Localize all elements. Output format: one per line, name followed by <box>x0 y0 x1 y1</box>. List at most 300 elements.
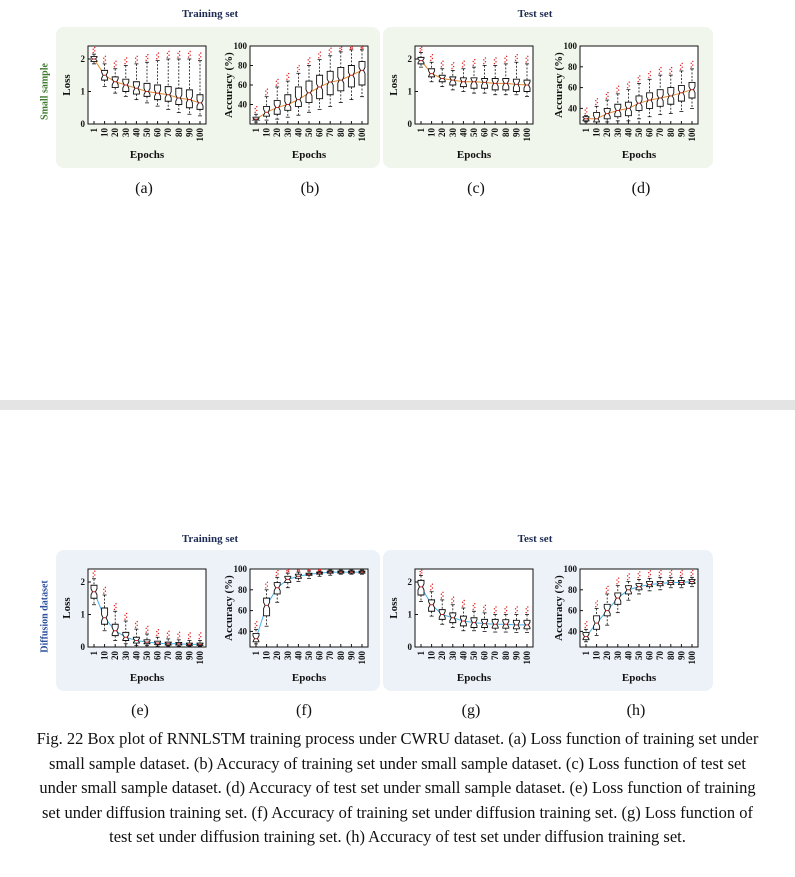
outlier-point <box>135 623 136 624</box>
outlier-point <box>126 617 127 618</box>
outlier-point <box>156 631 157 632</box>
outlier-point <box>680 572 681 573</box>
x-tick-label: 70 <box>325 651 336 660</box>
outlier-point <box>616 583 617 584</box>
outlier-point <box>177 56 178 57</box>
outlier-point <box>495 610 496 611</box>
x-tick-label: 20 <box>437 651 448 660</box>
outlier-point <box>660 71 661 72</box>
subfig-label-a: (a) <box>135 180 153 197</box>
y-tick-label: 60 <box>568 605 577 616</box>
box-body <box>594 113 600 122</box>
box-body <box>264 106 270 116</box>
x-tick-label: 40 <box>131 128 142 137</box>
x-tick-label: 90 <box>184 128 195 137</box>
outlier-point <box>585 627 586 628</box>
outlier-point <box>648 576 649 577</box>
x-tick-label: 40 <box>131 651 142 660</box>
outlier-point <box>309 61 310 62</box>
x-tick-label: 20 <box>110 128 121 137</box>
outlier-point <box>188 53 189 54</box>
outlier-point <box>361 48 362 49</box>
outlier-point <box>137 621 138 622</box>
outlier-point <box>126 613 127 614</box>
y-tick-label: 40 <box>238 99 247 110</box>
outlier-point <box>483 59 484 60</box>
chart-svg-c <box>383 30 543 170</box>
outlier-point <box>432 587 433 588</box>
x-tick-label: 1 <box>251 651 261 656</box>
y-axis-title: Accuracy (%) <box>223 575 235 641</box>
y-tick-label: 80 <box>238 584 247 595</box>
outlier-point <box>526 608 527 609</box>
x-tick-label: 40 <box>458 128 469 137</box>
outlier-point <box>629 81 630 82</box>
outlier-point <box>504 58 505 59</box>
x-tick-label: 50 <box>142 128 152 137</box>
outlier-point <box>618 89 619 90</box>
outlier-point <box>671 71 672 72</box>
outlier-point <box>585 113 586 114</box>
outlier-point <box>671 67 672 68</box>
outlier-point <box>464 61 465 62</box>
box-body <box>429 69 435 77</box>
outlier-point <box>286 79 287 80</box>
y-tick-label: 0 <box>407 119 412 129</box>
box-body <box>647 581 653 586</box>
outlier-point <box>669 73 670 74</box>
outlier-point <box>177 637 178 638</box>
outlier-point <box>692 64 693 65</box>
x-tick-label: 20 <box>437 128 448 137</box>
outlier-point <box>597 98 598 99</box>
box-body <box>285 95 291 111</box>
outlier-point <box>277 79 278 80</box>
outlier-point <box>515 56 516 57</box>
x-tick-label: 60 <box>152 651 163 660</box>
outlier-point <box>442 61 443 62</box>
outlier-point <box>453 600 454 601</box>
outlier-point <box>341 49 342 50</box>
row-label-diffusion-dataset: Diffusion dataset <box>39 580 51 653</box>
x-tick-label: 10 <box>261 128 272 137</box>
y-tick-label: 0 <box>407 642 412 652</box>
outlier-point <box>156 58 157 59</box>
outlier-point <box>188 638 189 639</box>
outlier-point <box>421 47 422 48</box>
outlier-point <box>286 570 287 571</box>
outlier-point <box>650 574 651 575</box>
box-body <box>155 85 161 100</box>
outlier-point <box>669 69 670 70</box>
box-80 <box>338 570 344 574</box>
outlier-point <box>179 55 180 56</box>
outlier-point <box>432 54 433 55</box>
box-body <box>123 632 129 640</box>
x-tick-label: 10 <box>261 651 272 660</box>
outlier-point <box>179 635 180 636</box>
outlier-point <box>329 49 330 50</box>
box-body <box>492 79 498 90</box>
outlier-point <box>200 636 201 637</box>
x-tick-label: 60 <box>314 651 325 660</box>
outlier-point <box>158 633 159 634</box>
outlier-point <box>506 59 507 60</box>
x-tick-label: 10 <box>426 651 437 660</box>
outlier-point <box>432 58 433 59</box>
x-tick-label: 70 <box>163 651 174 660</box>
box-body <box>615 593 621 604</box>
outlier-point <box>105 591 106 592</box>
box-body <box>583 632 589 639</box>
outlier-point <box>669 575 670 576</box>
y-tick-label: 0 <box>80 119 85 129</box>
outlier-point <box>276 84 277 85</box>
x-tick-label: 80 <box>665 128 676 137</box>
outlier-point <box>660 67 661 68</box>
y-tick-label: 0 <box>80 642 85 652</box>
outlier-point <box>168 55 169 56</box>
outlier-point <box>329 53 330 54</box>
x-tick-label: 10 <box>591 128 602 137</box>
x-tick-label: 90 <box>184 651 195 660</box>
outlier-point <box>115 607 116 608</box>
x-tick-label: 10 <box>591 651 602 660</box>
outlier-point <box>265 94 266 95</box>
outlier-point <box>462 66 463 67</box>
subfig-label-d: (d) <box>631 180 651 197</box>
outlier-point <box>453 66 454 67</box>
box-100 <box>359 570 365 574</box>
box-body <box>112 624 118 635</box>
outlier-point <box>442 592 443 593</box>
outlier-point <box>255 108 256 109</box>
chart-svg-g <box>383 553 543 693</box>
outlier-point <box>607 92 608 93</box>
y-tick-label: 2 <box>80 577 85 587</box>
x-axis-title: Epochs <box>291 672 327 684</box>
outlier-point <box>341 46 342 47</box>
x-tick-label: 70 <box>490 128 501 137</box>
outlier-point <box>115 64 116 65</box>
outlier-point <box>308 63 309 64</box>
outlier-point <box>680 68 681 69</box>
outlier-point <box>105 56 106 57</box>
box-body <box>165 87 171 102</box>
outlier-point <box>103 589 104 590</box>
outlier-point <box>462 62 463 63</box>
outlier-point <box>606 591 607 592</box>
x-tick-label: 1 <box>89 651 99 656</box>
x-tick-label: 100 <box>357 651 367 665</box>
outlier-point <box>168 51 169 52</box>
box-body <box>327 71 333 94</box>
box-body <box>482 79 488 89</box>
outlier-point <box>255 623 256 624</box>
subfig-label-h: (h) <box>626 702 646 719</box>
y-tick-label: 100 <box>233 41 247 51</box>
outlier-point <box>473 609 474 610</box>
x-tick-label: 100 <box>195 651 205 665</box>
outlier-point <box>597 600 598 601</box>
outlier-point <box>485 61 486 62</box>
outlier-point <box>692 61 693 62</box>
outlier-point <box>318 569 319 570</box>
outlier-point <box>255 112 256 113</box>
outlier-point <box>473 61 474 62</box>
chart-h-acc-test-diffusion <box>548 553 708 698</box>
outlier-point <box>527 56 528 57</box>
box-body <box>524 80 530 91</box>
outlier-point <box>639 75 640 76</box>
outlier-point <box>430 60 431 61</box>
outlier-point <box>167 633 168 634</box>
chart-svg-h <box>548 553 708 693</box>
outlier-point <box>474 607 475 608</box>
outlier-point <box>495 606 496 607</box>
outlier-point <box>692 573 693 574</box>
outlier-point <box>629 577 630 578</box>
chart-b-acc-train-small <box>218 30 378 175</box>
x-tick-label: 100 <box>687 128 697 142</box>
outlier-point <box>421 572 422 573</box>
outlier-point <box>114 66 115 67</box>
x-tick-label: 50 <box>634 651 644 660</box>
outlier-point <box>526 61 527 62</box>
outlier-point <box>648 572 649 573</box>
outlier-point <box>200 52 201 53</box>
y-tick-label: 40 <box>568 103 577 114</box>
outlier-point <box>200 56 201 57</box>
x-axis-title: Epochs <box>291 149 327 161</box>
outlier-point <box>299 65 300 66</box>
outlier-point <box>669 572 670 573</box>
y-axis-title: Accuracy (%) <box>553 52 565 118</box>
outlier-point <box>442 64 443 65</box>
outlier-point <box>483 607 484 608</box>
outlier-point <box>103 61 104 62</box>
x-tick-label: 60 <box>314 128 325 137</box>
outlier-point <box>607 96 608 97</box>
row-label-small-sample: Small sample <box>39 63 51 120</box>
outlier-point <box>114 609 115 610</box>
outlier-point <box>618 577 619 578</box>
y-axis-title: Accuracy (%) <box>223 52 235 118</box>
outlier-point <box>639 571 640 572</box>
outlier-point <box>515 60 516 61</box>
outlier-point <box>288 73 289 74</box>
x-tick-label: 60 <box>644 651 655 660</box>
outlier-point <box>276 572 277 573</box>
outlier-point <box>158 52 159 53</box>
x-tick-label: 30 <box>120 128 131 137</box>
x-axis-title: Epochs <box>456 672 492 684</box>
outlier-point <box>627 83 628 84</box>
x-tick-label: 80 <box>173 651 184 660</box>
outlier-point <box>430 589 431 590</box>
x-tick-label: 50 <box>469 128 479 137</box>
outlier-point <box>585 109 586 110</box>
outlier-point <box>595 104 596 105</box>
outlier-point <box>691 575 692 576</box>
outlier-point <box>464 64 465 65</box>
box-body <box>197 95 203 110</box>
x-tick-label: 90 <box>676 651 687 660</box>
outlier-point <box>362 48 363 49</box>
outlier-point <box>451 602 452 603</box>
outlier-point <box>494 59 495 60</box>
outlier-point <box>286 75 287 76</box>
outlier-point <box>639 575 640 576</box>
subfig-label-g: (g) <box>461 702 481 719</box>
outlier-point <box>682 63 683 64</box>
box-body <box>359 62 365 85</box>
outlier-point <box>650 71 651 72</box>
outlier-point <box>441 594 442 595</box>
outlier-point <box>451 64 452 65</box>
outlier-point <box>483 610 484 611</box>
outlier-point <box>441 66 442 67</box>
outlier-point <box>515 612 516 613</box>
x-tick-label: 1 <box>251 128 261 133</box>
outlier-point <box>147 626 148 627</box>
x-tick-label: 90 <box>346 128 357 137</box>
chart-d-acc-test-small <box>548 30 708 175</box>
outlier-point <box>147 54 148 55</box>
outlier-point <box>517 58 518 59</box>
outlier-point <box>441 597 442 598</box>
box-90 <box>348 570 354 574</box>
x-axis-title: Epochs <box>621 672 657 684</box>
outlier-point <box>451 598 452 599</box>
y-tick-label: 80 <box>238 60 247 71</box>
outlier-point <box>124 615 125 616</box>
outlier-point <box>680 65 681 66</box>
outlier-point <box>339 48 340 49</box>
outlier-point <box>691 66 692 67</box>
outlier-point <box>297 570 298 571</box>
outlier-point <box>309 57 310 58</box>
outlier-point <box>265 90 266 91</box>
x-tick-label: 40 <box>623 651 634 660</box>
outlier-point <box>361 47 362 48</box>
outlier-point <box>527 610 528 611</box>
y-tick-label: 100 <box>233 564 247 574</box>
box-body <box>264 598 270 616</box>
outlier-point <box>299 570 300 571</box>
outlier-point <box>256 110 257 111</box>
outlier-point <box>156 54 157 55</box>
outlier-point <box>627 579 628 580</box>
x-tick-label: 1 <box>581 128 591 133</box>
outlier-point <box>464 604 465 605</box>
x-tick-label: 10 <box>99 128 110 137</box>
box-body <box>348 66 354 87</box>
outlier-point <box>432 584 433 585</box>
test-set-title-top: Test set <box>517 8 553 20</box>
chart-svg-a <box>56 30 216 170</box>
outlier-point <box>114 605 115 606</box>
x-tick-label: 20 <box>272 128 283 137</box>
training-set-title-top: Training set <box>181 8 239 20</box>
outlier-point <box>299 69 300 70</box>
outlier-point <box>126 61 127 62</box>
x-tick-label: 30 <box>282 128 293 137</box>
chart-svg-b <box>218 30 378 170</box>
y-axis-title: Loss <box>61 74 73 96</box>
outlier-point <box>650 570 651 571</box>
y-tick-label: 60 <box>568 82 577 93</box>
outlier-point <box>297 67 298 68</box>
outlier-point <box>286 572 287 573</box>
x-tick-label: 30 <box>612 651 623 660</box>
outlier-point <box>158 56 159 57</box>
outlier-point <box>453 597 454 598</box>
box-body <box>513 79 519 91</box>
outlier-point <box>288 571 289 572</box>
outlier-point <box>616 91 617 92</box>
outlier-point <box>494 612 495 613</box>
y-tick-label: 40 <box>568 626 577 637</box>
outlier-point <box>659 572 660 573</box>
outlier-point <box>146 628 147 629</box>
box-body <box>594 616 600 630</box>
x-tick-label: 80 <box>500 651 511 660</box>
outlier-point <box>190 51 191 52</box>
chart-e-loss-train-diffusion <box>56 553 216 698</box>
outlier-point <box>135 627 136 628</box>
outlier-point <box>339 50 340 51</box>
outlier-point <box>93 576 94 577</box>
outlier-point <box>93 572 94 573</box>
outlier-point <box>105 59 106 60</box>
outlier-point <box>318 57 319 58</box>
outlier-point <box>527 59 528 60</box>
outlier-point <box>597 102 598 103</box>
outlier-point <box>135 61 136 62</box>
x-tick-label: 70 <box>490 651 501 660</box>
box-body <box>689 82 695 98</box>
outlier-point <box>430 585 431 586</box>
outlier-point <box>506 56 507 57</box>
chart-f-acc-train-diffusion <box>218 553 378 698</box>
outlier-point <box>586 107 587 108</box>
x-tick-label: 1 <box>416 128 426 133</box>
outlier-point <box>616 579 617 580</box>
x-tick-label: 100 <box>195 128 205 142</box>
outlier-point <box>680 575 681 576</box>
x-axis-title: Epochs <box>129 672 165 684</box>
outlier-point <box>124 63 125 64</box>
x-tick-label: 90 <box>511 128 522 137</box>
outlier-point <box>190 636 191 637</box>
box-body <box>253 633 259 641</box>
training-set-title-bottom: Training set <box>181 533 239 545</box>
outlier-point <box>94 571 95 572</box>
outlier-point <box>94 50 95 51</box>
outlier-point <box>607 590 608 591</box>
outlier-point <box>267 582 268 583</box>
box-body <box>471 78 477 88</box>
outlier-point <box>597 604 598 605</box>
box-body <box>604 604 610 615</box>
outlier-point <box>93 49 94 50</box>
outlier-point <box>483 63 484 64</box>
chart-svg-f <box>218 553 378 693</box>
outlier-point <box>105 587 106 588</box>
outlier-point <box>114 62 115 63</box>
outlier-point <box>168 631 169 632</box>
